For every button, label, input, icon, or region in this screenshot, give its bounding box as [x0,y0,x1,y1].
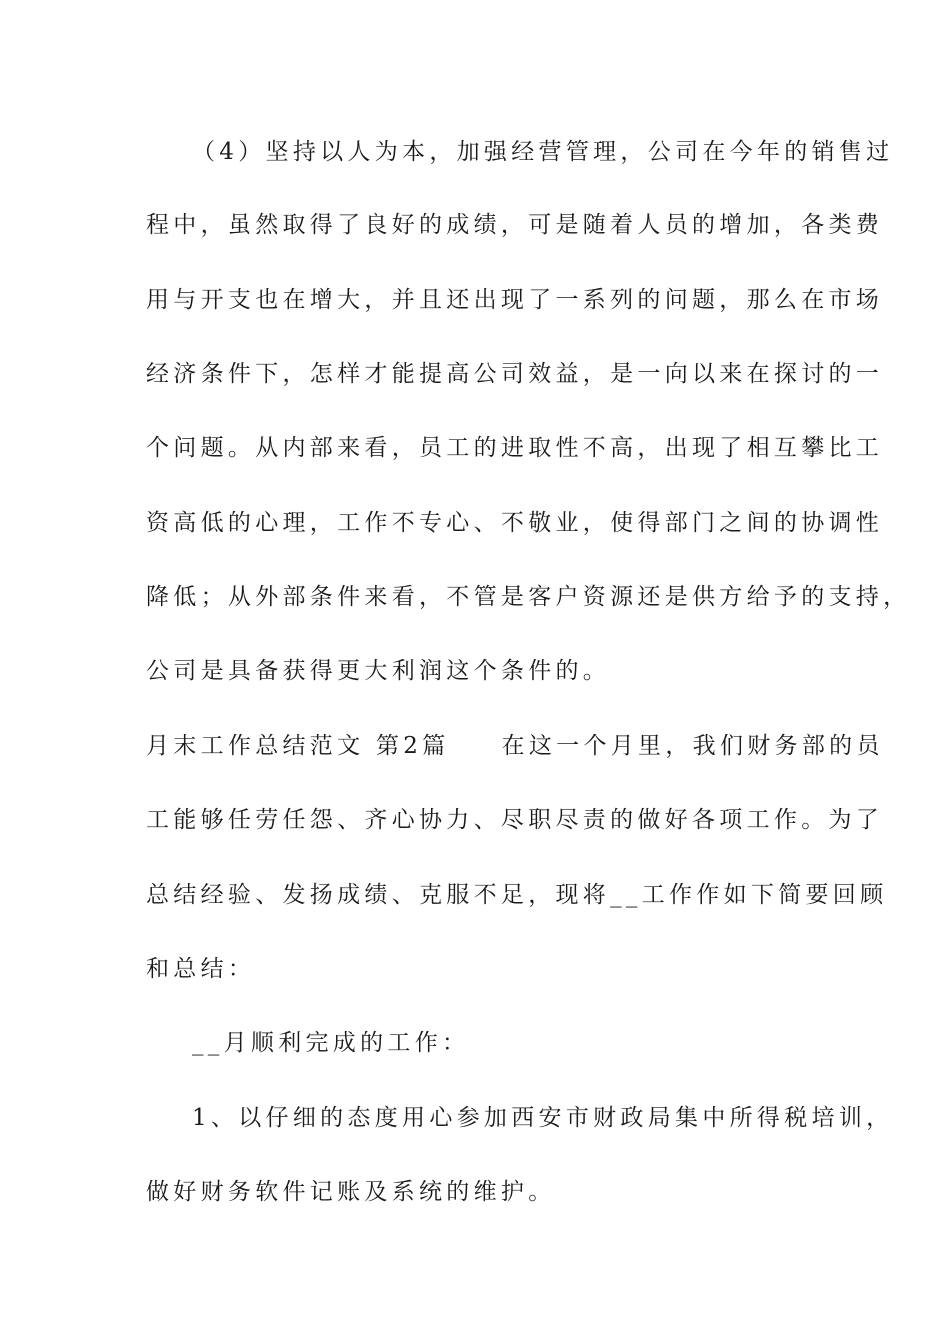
subheading-line: __月顺利完成的工作： [192,1030,470,1056]
paragraph-line: 程中，虽然取得了良好的成绩，可是随着人员的增加，各类费 [146,212,884,238]
paragraph-line: 总结经验、发扬成绩、克服不足，现将__工作作如下简要回顾 [146,882,888,908]
paragraph-line: 经济条件下，怎样才能提高公司效益，是一向以来在探讨的一 [146,361,884,387]
paragraph-line: 资高低的心理，工作不专心、不敬业，使得部门之间的协调性 [146,510,884,536]
paragraph-line: 公司是具备获得更大利润这个条件的。 [146,658,611,684]
section-first-text: 在这一个月里，我们财务部的员 [501,733,884,759]
paragraph-line: 和总结： [146,956,256,982]
paragraph-line: 个问题。从内部来看，员工的进取性不高，出现了相互攀比工 [146,435,884,461]
paragraph-line: 用与开支也在增大，并且还出现了一系列的问题，那么在市场 [146,287,884,313]
paragraph-line: （4）坚持以人为本，加强经营管理，公司在今年的销售过 [192,139,894,165]
list-item-line: 1、以仔细的态度用心参加西安市财政局集中所得税培训， [192,1105,894,1131]
paragraph-line: 工能够任劳任怨、齐心协力、尽职尽责的做好各项工作。为了 [146,807,884,833]
paragraph-line: 降低；从外部条件来看，不管是客户资源还是供方给予的支持， [146,584,911,610]
section-heading-line [146,726,884,766]
section-heading: 月末工作总结范文 第2篇 [146,733,450,759]
list-item-line: 做好财务软件记账及系统的维护。 [146,1179,556,1205]
